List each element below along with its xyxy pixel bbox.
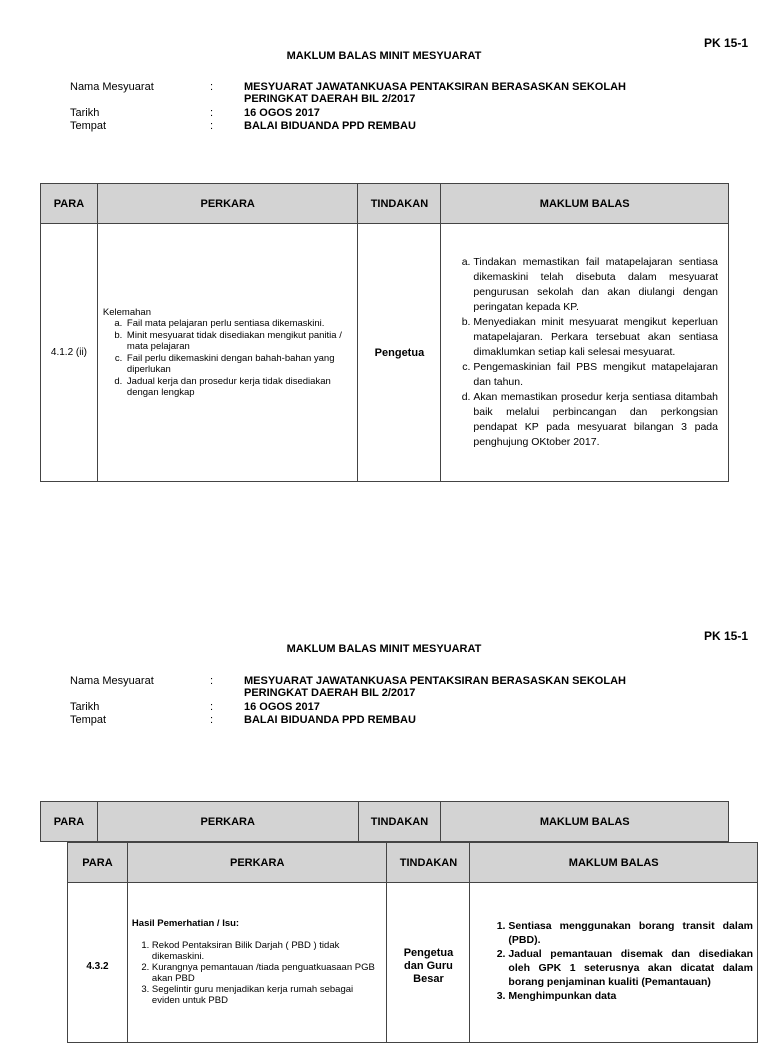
header-maklum-balas: MAKLUM BALAS: [470, 843, 758, 883]
maklum-list: [455, 255, 718, 450]
table-header-row: [41, 184, 729, 224]
nama-value-line1: MESYUARAT JAWATANKUASA PENTAKSIRAN BERASASKAN SEKOLAH: [244, 675, 626, 687]
header-tindakan: TINDAKAN: [358, 184, 441, 224]
list-item: b. Minit mesyuarat tidak disediakan mengikut panitia / mata pelajaran: [125, 330, 352, 353]
document-title: MAKLUM BALAS MINIT MESYUARAT: [286, 643, 482, 655]
list-item: a. Tindakan memastikan fail matapelajaran sentiasa dikemaskini telah disebuta dalam mesyuarat pengurusan sekolah dan akan diulangi dengan peringatan kepada KP.: [473, 255, 718, 315]
minutes-table: [40, 183, 729, 482]
colon: :: [210, 701, 214, 713]
colon: :: [210, 714, 214, 726]
header-para: PARA: [41, 184, 98, 224]
outer-header-table: [40, 801, 729, 842]
table-header-row: [41, 802, 729, 842]
nama-mesyuarat-label: Nama Mesyuarat: [70, 81, 154, 93]
colon: :: [210, 675, 214, 687]
document-title: MAKLUM BALAS MINIT MESYUARAT: [286, 50, 482, 62]
header-perkara: PERKARA: [97, 184, 358, 224]
colon: :: [210, 107, 214, 119]
maklum-balas-cell: [441, 224, 729, 482]
perkara-intro: Kelemahan: [102, 306, 151, 318]
nama-mesyuarat-value: [244, 675, 626, 699]
nama-value-line2: PERINGKAT DAERAH BIL 2/2017: [244, 93, 416, 105]
tempat-label: Tempat: [70, 120, 107, 132]
list-item: d. Jadual kerja dan prosedur kerja tidak disediakan dengan lengkap: [125, 376, 352, 399]
list-item: 2. Jadual pemantauan disemak dan disediakan oleh GPK 1 seterusnya akan dicatat dalam borang penjaminan kualiti (Pemantauan): [508, 947, 753, 989]
perkara-cell: [97, 224, 358, 482]
tindakan-line: Besar: [413, 973, 444, 985]
tarikh-value: 16 OGOS 2017: [244, 107, 320, 119]
list-item: a. Fail mata pelajaran perlu sentiasa dikemaskini.: [125, 318, 352, 330]
nama-mesyuarat-value: [244, 81, 626, 105]
list-item: c. Pengemaskinian fail PBS mengikut matapelajaran dan tahun.: [473, 360, 718, 390]
perkara-cell: [127, 883, 387, 1043]
para-cell: 4.3.2: [68, 883, 128, 1043]
header-maklum-balas: MAKLUM BALAS: [441, 802, 729, 842]
tarikh-label: Tarikh: [70, 107, 100, 119]
perkara-list: [103, 318, 352, 399]
list-item: 3. Menghimpunkan data: [508, 989, 753, 1003]
nama-value-line2: PERINGKAT DAERAH BIL 2/2017: [244, 687, 416, 699]
list-item: 1. Rekod Pentaksiran Bilik Darjah ( PBD ) tidak dikemaskini.: [152, 940, 381, 962]
header-para: PARA: [41, 802, 98, 842]
tempat-value: BALAI BIDUANDA PPD REMBAU: [244, 714, 416, 726]
table-row: [41, 224, 729, 482]
header-tindakan: TINDAKAN: [358, 802, 441, 842]
tarikh-label: Tarikh: [70, 701, 100, 713]
tindakan-line: dan Guru: [404, 960, 453, 972]
tempat-label: Tempat: [70, 714, 107, 726]
minutes-table: [67, 842, 758, 1043]
list-item: 3. Segelintir guru menjadikan kerja rumah sebagai eviden untuk PBD: [152, 984, 381, 1006]
form-code: PK 15-1: [704, 629, 749, 643]
header-perkara: PERKARA: [127, 843, 387, 883]
para-cell: 4.1.2 (ii): [41, 224, 98, 482]
list-item: 2. Kurangnya pemantauan /tiada penguatkuasaan PGB akan PBD: [152, 962, 381, 984]
header-para: PARA: [68, 843, 128, 883]
list-item: 1. Sentiasa menggunakan borang transit dalam (PBD).: [508, 919, 753, 947]
tempat-value: BALAI BIDUANDA PPD REMBAU: [244, 120, 416, 132]
tindakan-cell: [387, 883, 470, 1043]
maklum-balas-cell: [470, 883, 758, 1043]
table-header-row: [68, 843, 758, 883]
header-tindakan: TINDAKAN: [387, 843, 470, 883]
colon: :: [210, 81, 214, 93]
table-row: [68, 883, 758, 1043]
tindakan-line: Pengetua: [403, 947, 454, 959]
colon: :: [210, 120, 214, 132]
header-perkara: PERKARA: [97, 802, 358, 842]
perkara-list: [132, 940, 381, 1006]
list-item: b. Menyediakan minit mesyuarat mengikut keperluan matapelajaran. Perkara tersebuat akan sentiasa dimaklumkan setiap kali selesai mesyuarat.: [473, 315, 718, 360]
perkara-intro: Hasil Pemerhatian / Isu:: [131, 918, 240, 929]
header-maklum-balas: MAKLUM BALAS: [441, 184, 729, 224]
tarikh-value: 16 OGOS 2017: [244, 701, 320, 713]
form-code: PK 15-1: [704, 36, 749, 50]
list-item: d. Akan memastikan prosedur kerja sentiasa ditambah baik melalui perbincangan dan perkongsian pendapat KP pada mesyuarat bilangan 3 pada penghujung OKtober 2017.: [473, 390, 718, 450]
nama-value-line1: MESYUARAT JAWATANKUASA PENTAKSIRAN BERASASKAN SEKOLAH: [244, 81, 626, 93]
tindakan-cell: Pengetua: [358, 224, 441, 482]
maklum-list: [490, 919, 753, 1003]
list-item: c. Fail perlu dikemaskini dengan bahah-bahan yang diperlukan: [125, 353, 352, 376]
nama-mesyuarat-label: Nama Mesyuarat: [70, 675, 154, 687]
